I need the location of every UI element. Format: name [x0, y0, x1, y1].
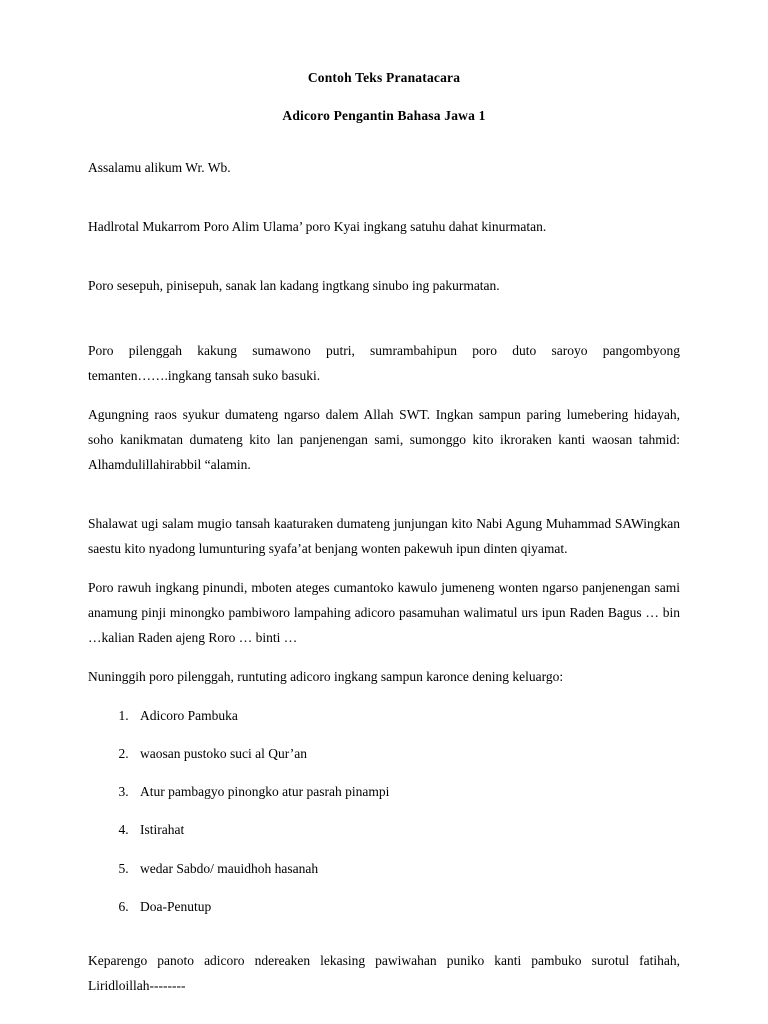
list-item: 4. Istirahat [132, 818, 680, 842]
list-item: 5. wedar Sabdo/ mauidhoh hasanah [132, 857, 680, 881]
paragraph-shalawat: Shalawat ugi salam mugio tansah kaaturaken dumateng junjungan kito Nabi Agung Muhammad SAWingkan saestu kito nyadong lumunturing syafa’at benjang wonten pakewuh ipun dinten qiyamat. [88, 515, 680, 556]
agenda-list [88, 704, 680, 920]
paragraph-greeting: Assalamu alikum Wr. Wb. [88, 160, 231, 175]
paragraph-honorifics-sesepuh: Poro sesepuh, pinisepuh, sanak lan kadang ingtkang sinubo ing pakurmatan. [88, 277, 500, 293]
title-block [88, 70, 680, 124]
paragraph-pilenggah: Poro pilenggah kakung sumawono putri, sumrambahipun poro duto saroyo pangombyong temanten…….ingkang tansah suko basuki. [88, 342, 680, 383]
list-item: 1. Adicoro Pambuka [132, 704, 680, 728]
paragraph-honorifics-ulama: Hadlrotal Mukarrom Poro Alim Ulama’ poro Kyai ingkang satuhu dahat kinurmatan. [88, 218, 547, 234]
list-item: 3. Atur pambagyo pinongko atur pasrah pinampi [132, 780, 680, 804]
paragraph-pambiworo: Poro rawuh ingkang pinundi, mboten ateges cumantoko kawulo jumeneng wonten ngarso panjenengan sami anamung pinji minongko pambiworo lampahing adicoro pasamuhan walimatul urs ipun Raden Bagus … bin …kalian Raden ajeng Roro … binti … [88, 579, 680, 645]
document-subtitle: Adicoro Pengantin Bahasa Jawa 1 [282, 108, 486, 123]
paragraph-agenda-intro: Nuninggih poro pilenggah, runtuting adicoro ingkang sampun karonce dening keluargo: [88, 668, 564, 684]
paragraph-syukur: Agungning raos syukur dumateng ngarso dalem Allah SWT. Ingkan sampun paring lumebering hidayah, soho kanikmatan dumateng kito lan panjenengan sami, sumonggo kito ikroraken kanti waosan tahmid: Alhamdulillahirabbil “alamin. [88, 406, 680, 472]
document-title: Contoh Teks Pranatacara [307, 70, 461, 85]
list-item: 6. Doa-Penutup [132, 895, 680, 919]
paragraph-closing: Keparengo panoto adicoro ndereaken lekasing pawiwahan puniko kanti pambuko surotul fatihah, Liridloillah-------- [88, 953, 680, 994]
list-item: 2. waosan pustoko suci al Qur’an [132, 742, 680, 766]
